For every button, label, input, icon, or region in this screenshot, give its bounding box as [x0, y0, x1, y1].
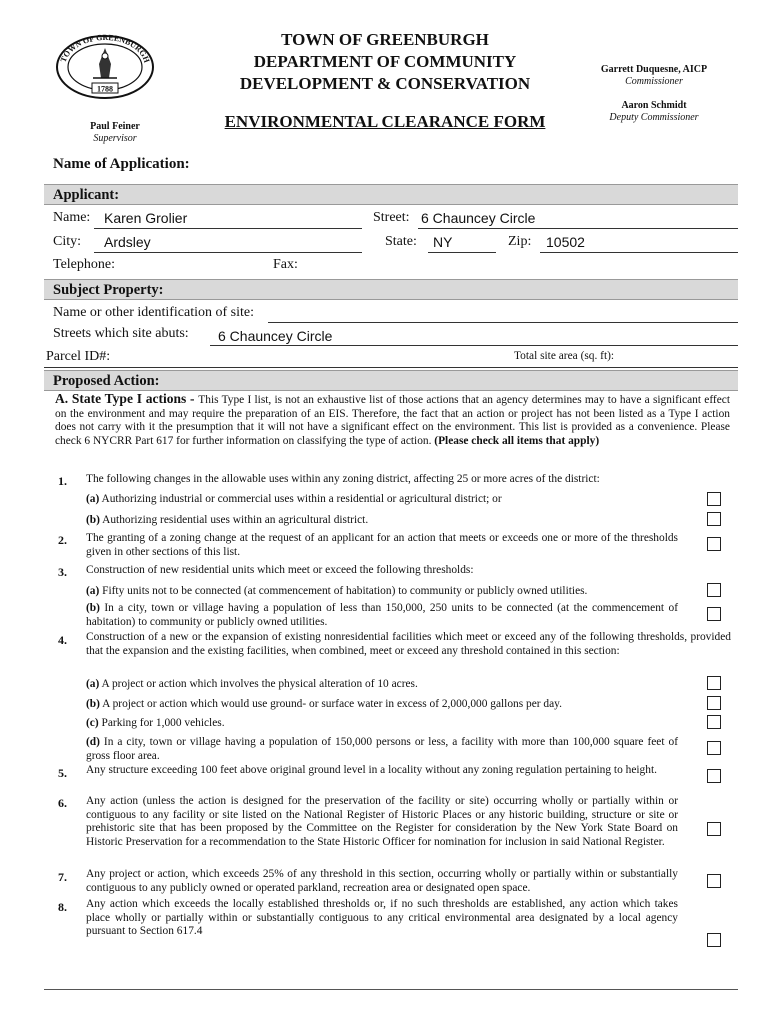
- item-7-text: Any project or action, which exceeds 25% of any threshold in this section, occurring wholly or partially within or substantially contiguous to any publicly owned or operated parkland, recreation area or designated open space.: [86, 868, 678, 894]
- item-3-text: Construction of new residential units which meet or exceed the following thresholds:: [86, 564, 474, 576]
- item-7-number: 7.: [58, 870, 67, 884]
- item-4b-text: (b) A project or action which would use ground- or surface water in excess of 2,000,000 gallons per day.: [86, 698, 562, 710]
- state-label: State:: [385, 234, 417, 249]
- type-i-description: This Type I list, is not an exhaustive list of those actions that an agency determines may to have a significant effect on the environment and may require the preparation of an EIS. Therefore, the fact that an action or project has not been listed as a Type I action does not carry with it the presumption that it will not have a significant effect on the environment. This list is provided as a convenience. Please check 6 NYCRR Part 617 for further information on classifying the type of action.: [55, 394, 730, 447]
- streets-abuts-label: Streets which site abuts:: [53, 326, 189, 341]
- item-6-checkbox[interactable]: [707, 822, 721, 836]
- item-5-checkbox[interactable]: [707, 769, 721, 783]
- item-5-text: Any structure exceeding 100 feet above original ground level in a locality without any zoning regulation pertaining to height.: [86, 764, 657, 776]
- street-underline: [418, 228, 738, 229]
- site-identification-label: Name or other identification of site:: [53, 305, 254, 320]
- commissioner-name: Garrett Duquesne, AICP: [600, 64, 708, 75]
- item-3a-text: (a) Fifty units not to be connected (at commencement of habitation) to community or publicly owned utilities.: [86, 585, 588, 597]
- item-2-number: 2.: [58, 533, 67, 547]
- supervisor-name: Paul Feiner: [90, 121, 140, 132]
- heading-line-3: DEVELOPMENT & CONSERVATION: [239, 74, 531, 93]
- type-i-instruction: (Please check all items that apply): [434, 434, 600, 447]
- item-4b-checkbox[interactable]: [707, 696, 721, 710]
- city-field[interactable]: Ardsley: [104, 234, 151, 250]
- seal-year: 1788: [97, 84, 113, 94]
- type-i-intro: [55, 392, 730, 448]
- item-4a-checkbox[interactable]: [707, 676, 721, 690]
- heading-line-2: DEPARTMENT OF COMMUNITY: [253, 52, 517, 71]
- item-1-text: The following changes in the allowable uses within any zoning district, affecting 25 or more acres of the district:: [86, 473, 600, 485]
- item-3a-checkbox[interactable]: [707, 583, 721, 597]
- street-field[interactable]: 6 Chauncey Circle: [421, 210, 536, 226]
- item-6-text: Any action (unless the action is designed for the preservation of the facility or site) occurring wholly or partially within or contiguous to any facility or site listed on the National Register of Historic Places or any historic building, structure or site or prehistoric site that has been proposed by the Committee on the Register for consideration by the New York State Board on Historic Preservation for a recommendation to the State Historic Officer for nomination for inclusion in said National Register.: [86, 795, 678, 848]
- item-1b-checkbox[interactable]: [707, 512, 721, 526]
- telephone-label: Telephone:: [53, 257, 115, 272]
- town-seal-logo: [53, 34, 157, 100]
- deputy-block: [592, 100, 716, 124]
- parcel-id-label: Parcel ID#:: [46, 349, 111, 364]
- application-name-label: Name of Application:: [53, 156, 190, 172]
- parcel-divider: [44, 367, 738, 368]
- streets-abuts-field[interactable]: 6 Chauncey Circle: [218, 328, 333, 344]
- item-1b-text: (b) Authorizing residential uses within an agricultural district.: [86, 514, 369, 526]
- item-7-checkbox[interactable]: [707, 874, 721, 888]
- item-4d-text: (d) In a city, town or village having a population of 150,000 persons or less, a facility with more than 100,000 square feet of gross floor area.: [86, 736, 678, 762]
- item-8-checkbox[interactable]: [707, 933, 721, 947]
- proposed-action-section-header: Proposed Action:: [44, 370, 738, 391]
- item-3b-text: (b) In a city, town or village having a population of less than 150,000, 250 units to be connected (at the commencement of habitation) to community or publicly owned utilities.: [86, 602, 678, 628]
- item-8-number: 8.: [58, 900, 67, 914]
- item-2-checkbox[interactable]: [707, 537, 721, 551]
- item-4c-text: (c) Parking for 1,000 vehicles.: [86, 717, 225, 729]
- item-4-number: 4.: [58, 633, 67, 647]
- item-1a-checkbox[interactable]: [707, 492, 721, 506]
- heading-line-1: TOWN OF GREENBURGH: [281, 30, 489, 49]
- commissioner-block: [592, 64, 716, 88]
- name-label: Name:: [53, 210, 91, 225]
- supervisor-title: Supervisor: [93, 133, 137, 144]
- fax-label: Fax:: [273, 257, 298, 272]
- city-underline: [94, 252, 362, 253]
- item-3-number: 3.: [58, 565, 67, 579]
- applicant-section-header: Applicant:: [44, 184, 738, 205]
- deputy-name: Aaron Schmidt: [621, 100, 687, 111]
- item-8-text: Any action which exceeds the locally established thresholds or, if no such thresholds are established, any action which takes place wholly or partially within or substantially contiguous to any critical environmental area designated by a local agency pursuant to Section 617.4: [86, 898, 678, 938]
- city-label: City:: [53, 234, 82, 249]
- street-label: Street:: [373, 210, 410, 225]
- name-field[interactable]: Karen Grolier: [104, 210, 188, 226]
- streets-abuts-underline: [210, 345, 738, 346]
- item-4d-checkbox[interactable]: [707, 741, 721, 755]
- item-1-number: 1.: [58, 474, 67, 488]
- item-3b-checkbox[interactable]: [707, 607, 721, 621]
- zip-underline: [540, 252, 738, 253]
- state-field[interactable]: NY: [433, 234, 453, 250]
- site-identification-field[interactable]: [268, 322, 738, 323]
- zip-field[interactable]: 10502: [546, 234, 585, 250]
- item-5-number: 5.: [58, 766, 67, 780]
- item-4-text: Construction of a new or the expansion of existing nonresidential facilities which meet or exceed any of the following thresholds, provided that the expansion and the existing facilities, when combined, meet or exceed any threshold contained in this section:: [86, 631, 731, 657]
- item-2-text: The granting of a zoning change at the request of an applicant for an action that meets or exceeds one or more of the thresholds given in other sections of this list.: [86, 532, 678, 558]
- total-site-area-label: Total site area (sq. ft):: [514, 350, 615, 362]
- zip-label: Zip:: [508, 234, 532, 249]
- subject-property-section-header: Subject Property:: [44, 279, 738, 300]
- item-4c-checkbox[interactable]: [707, 715, 721, 729]
- deputy-title: Deputy Commissioner: [609, 112, 699, 123]
- state-underline: [428, 252, 496, 253]
- item-6-number: 6.: [58, 796, 67, 810]
- item-1a-text: (a) Authorizing industrial or commercial uses within a residential or agricultural district; or: [86, 493, 502, 505]
- svg-text:TOWN OF GREENBURGH: TOWN OF GREENBURGH: [58, 34, 152, 64]
- supervisor-block: [70, 121, 160, 145]
- commissioner-title: Commissioner: [625, 76, 683, 87]
- type-i-heading: A. State Type I actions -: [55, 391, 199, 406]
- department-heading: [200, 29, 570, 95]
- name-underline: [94, 228, 362, 229]
- item-4a-text: (a) A project or action which involves the physical alteration of 10 acres.: [86, 678, 418, 690]
- form-title: ENVIRONMENTAL CLEARANCE FORM: [224, 112, 546, 131]
- footer-divider: [44, 989, 738, 990]
